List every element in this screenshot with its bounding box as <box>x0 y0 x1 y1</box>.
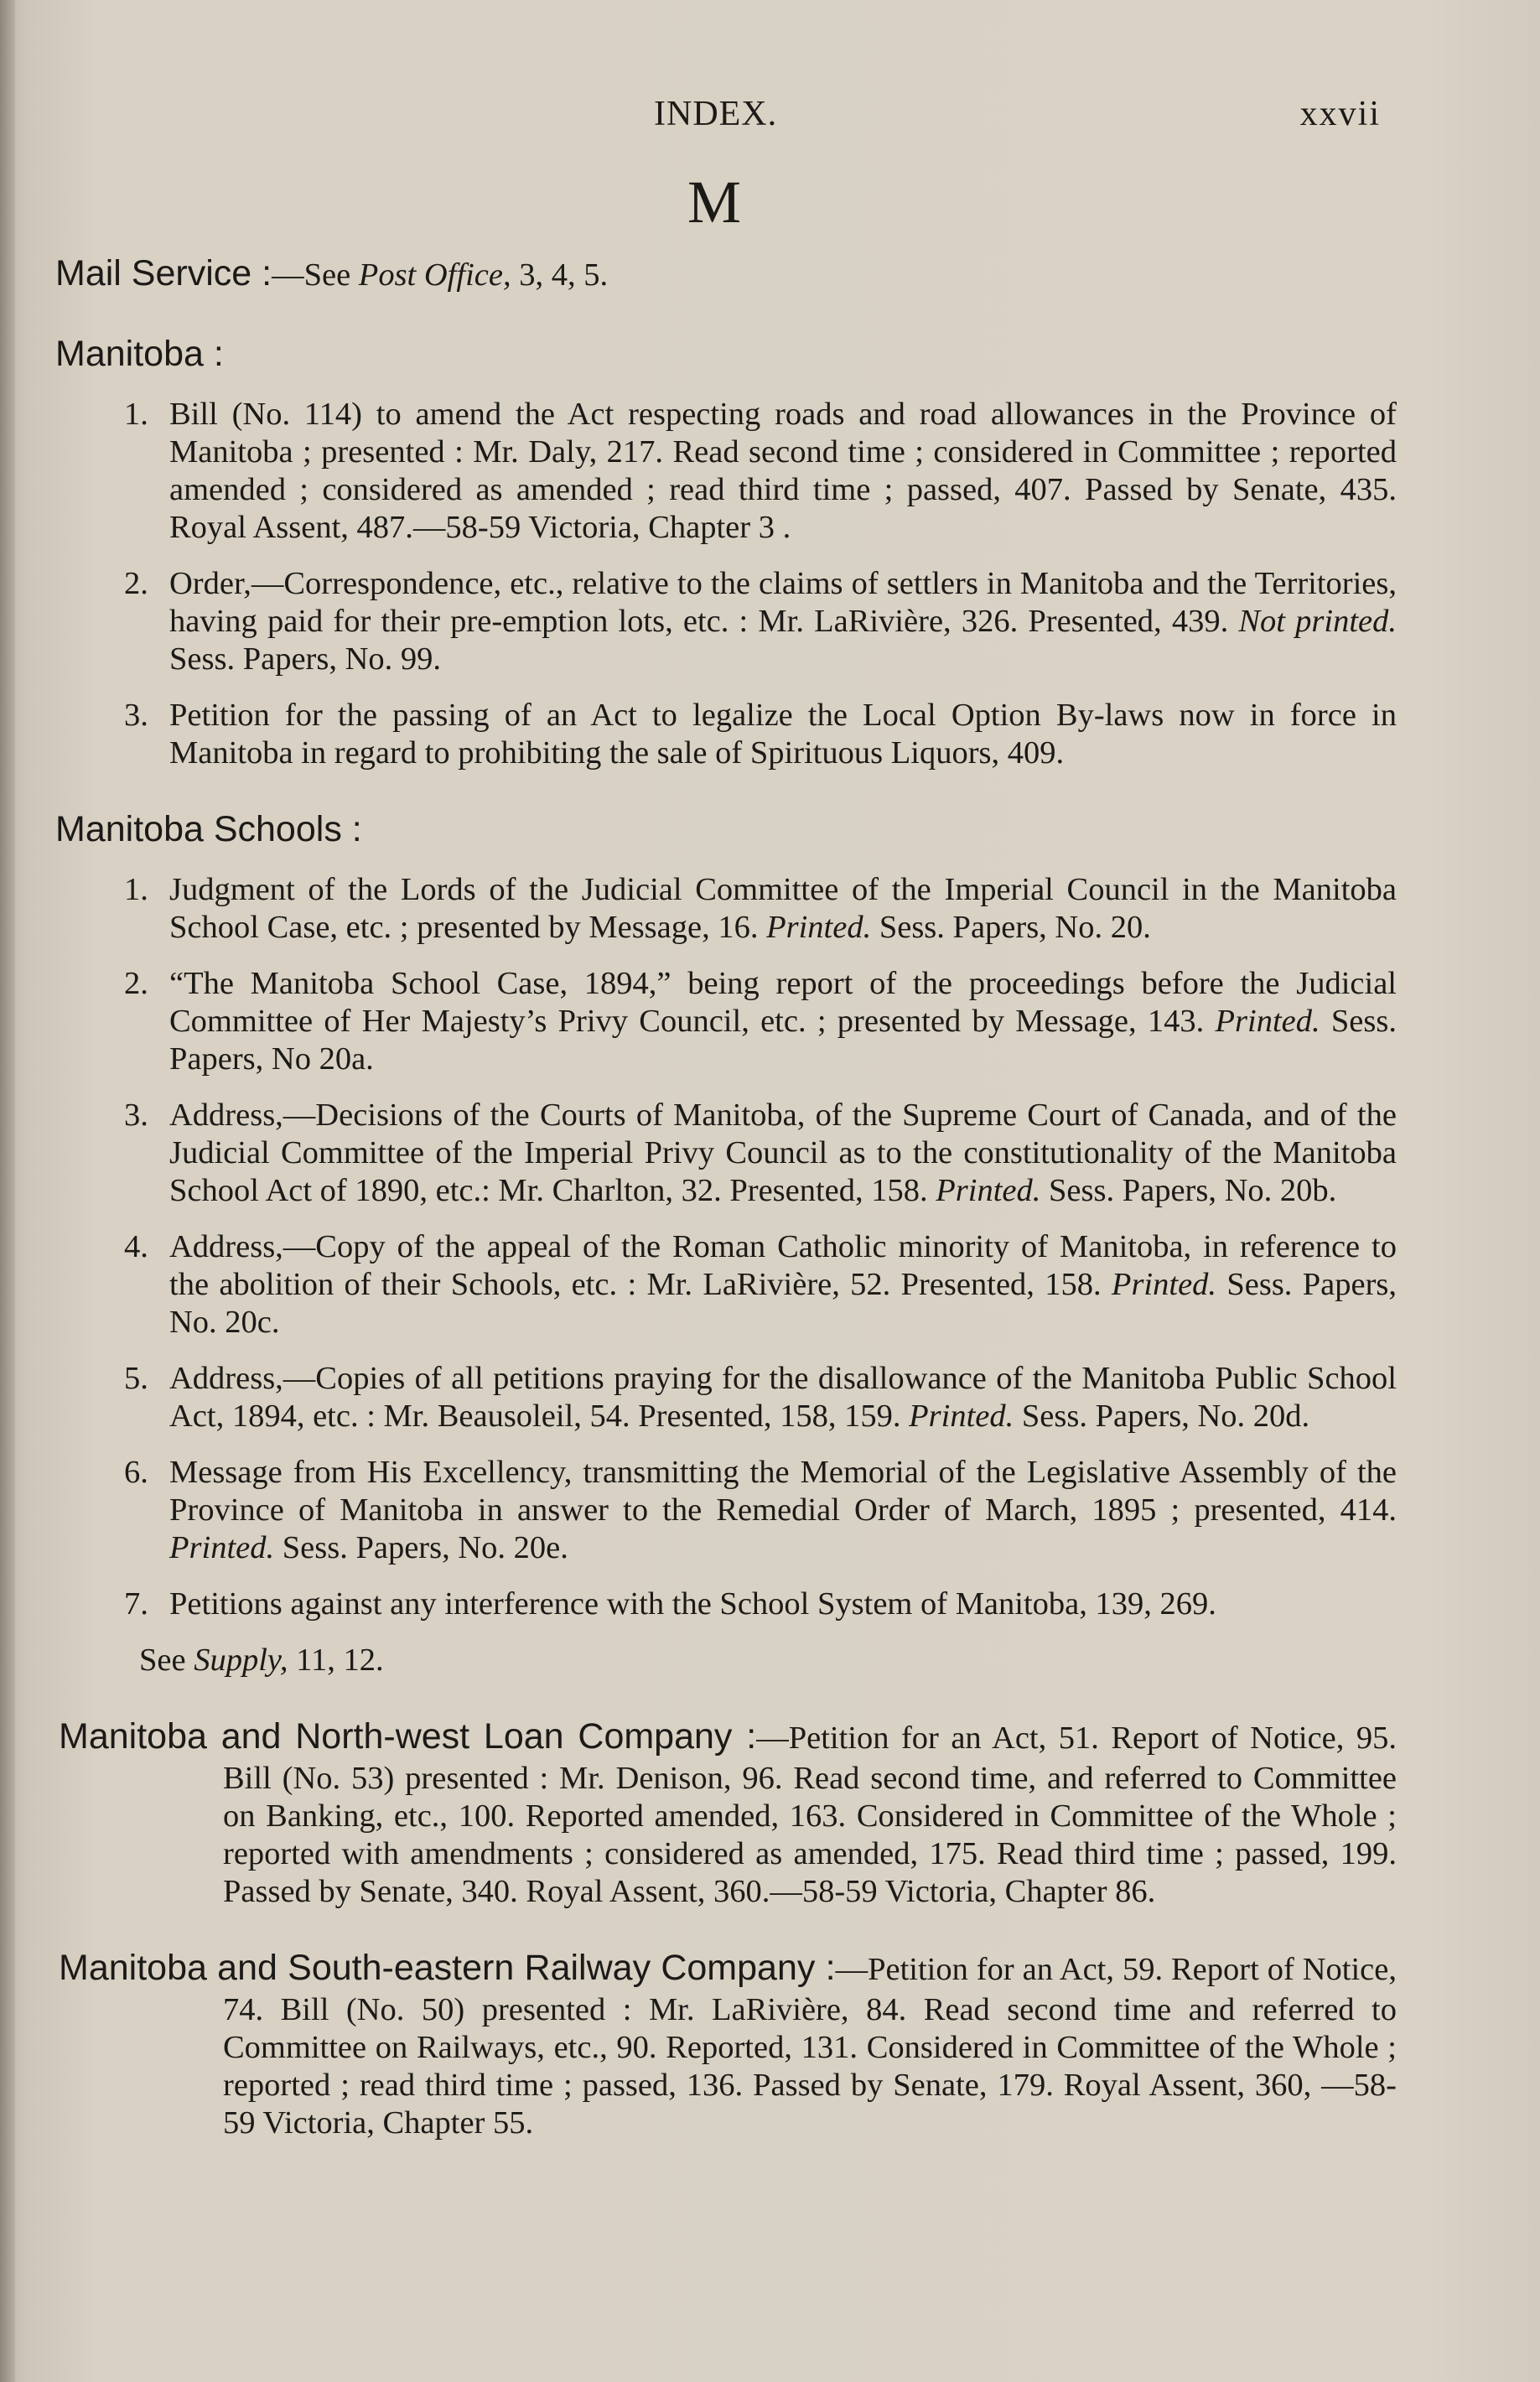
entry-heading: Manitoba and North-west Loan Company : <box>59 1716 757 1757</box>
item-text <box>161 1228 1397 1341</box>
item-number: 6. <box>124 1455 148 1490</box>
entry-text: —See <box>272 257 359 293</box>
item-text: Petitions against any interference with the School System of Manitoba, 139, 269. <box>169 1586 1216 1622</box>
list-item <box>124 565 1397 678</box>
item-text-part: Sess. Papers, No. 20d. <box>1014 1399 1310 1434</box>
item-text <box>161 965 1397 1078</box>
list-item <box>124 697 1397 772</box>
item-number: 3. <box>124 1098 148 1133</box>
item-italic: Printed. <box>1215 1004 1320 1039</box>
entry-heading: Manitoba : <box>55 334 224 374</box>
running-head <box>0 94 1540 144</box>
entry-manitoba <box>55 330 1397 772</box>
entry-heading: Mail Service : <box>55 253 272 293</box>
item-italic: Printed. <box>909 1399 1014 1434</box>
item-number: 3. <box>124 698 148 733</box>
index-entries <box>55 250 1397 2176</box>
item-text <box>161 1097 1397 1210</box>
item-number: 2. <box>124 566 148 601</box>
list-item <box>124 1097 1397 1210</box>
page-title: INDEX. <box>654 95 778 133</box>
see-pages: 11, 12. <box>288 1642 384 1678</box>
item-text-part: Sess. Papers, No. 20e. <box>274 1530 568 1565</box>
item-text-part: Sess. Papers, No. 20. <box>871 910 1151 945</box>
item-text-part: “The Manitoba School Case, 1894,” being report of the proceedings before the Judicial Committee of Her Majesty’s Privy Council, etc. ; presented by Message, 143. <box>169 966 1397 1039</box>
item-text: Bill (No. 114) to amend the Act respecting roads and road allowances in the Province of Manitoba ; presented : Mr. Daly, 217. Read second time ; considered in Committee ; reported amended ; considered as amended ; read third time ; passed, 407. Passed by Senate, 435. Royal Assent, 487.—58-59 Victoria, Chapter 3 . <box>169 397 1397 545</box>
item-text <box>161 1360 1397 1435</box>
item-italic: Not printed. <box>1238 604 1397 639</box>
list-item <box>124 1228 1397 1341</box>
run-in-entry <box>55 1713 1397 1911</box>
item-text-part: Order,—Correspondence, etc., relative to the claims of settlers in Manitoba and the Territories, having paid for their pre-emption lots, etc. : Mr. LaRivière, 326. Presented, 439. <box>169 566 1397 639</box>
item-text-part: Sess. Papers, No. 20c. <box>169 1267 1397 1340</box>
item-number: 1. <box>124 872 148 907</box>
item-text-part: Address,—Copy of the appeal of the Roman Catholic minority of Manitoba, in reference to the abolition of their Schools, etc. : Mr. LaRivière, 52. Presented, 158. <box>169 1229 1397 1302</box>
list-item <box>124 965 1397 1078</box>
item-italic: Printed. <box>1111 1267 1217 1302</box>
run-in-entry <box>55 1944 1397 2142</box>
cross-reference: Supply, <box>194 1642 288 1678</box>
item-text-part: Sess. Papers, No. 20b. <box>1040 1173 1337 1208</box>
sub-item-list <box>55 396 1397 772</box>
sub-item-list <box>55 871 1397 1623</box>
item-text <box>161 1454 1397 1567</box>
entry-mail-service <box>55 250 1397 297</box>
list-item <box>124 1454 1397 1567</box>
list-item <box>124 1585 1397 1623</box>
item-italic: Printed. <box>169 1530 275 1565</box>
section-letter: M <box>687 169 742 236</box>
item-italic: Printed. <box>936 1173 1041 1208</box>
item-number: 2. <box>124 966 148 1001</box>
entry-loan-company <box>55 1713 1397 1911</box>
list-item <box>124 1360 1397 1435</box>
item-number: 1. <box>124 397 148 432</box>
item-text <box>161 871 1397 947</box>
entry-text: 3, 4, 5. <box>511 257 609 293</box>
item-text-part: Sess. Papers, No. 99. <box>169 641 442 677</box>
item-text-part: Sess. Papers, No 20a. <box>169 1004 1397 1077</box>
page-number: xxvii <box>1299 95 1381 133</box>
entry-manitoba-schools <box>55 806 1397 1679</box>
item-number: 5. <box>124 1361 148 1396</box>
entry-railway-company <box>55 1944 1397 2142</box>
entry-heading: Manitoba Schools : <box>55 809 362 849</box>
item-text: Petition for the passing of an Act to legalize the Local Option By-laws now in force in Manitoba in regard to prohibiting the sale of Spirituous Liquors, 409. <box>169 698 1397 771</box>
item-text-part: Address,—Copies of all petitions praying for the disallowance of the Manitoba Public School Act, 1894, etc. : Mr. Beausoleil, 54. Presented, 158, 159. <box>169 1361 1397 1434</box>
list-item <box>124 871 1397 947</box>
item-number: 4. <box>124 1229 148 1264</box>
item-text-part: Judgment of the Lords of the Judicial Committee of the Imperial Council in the Manitoba School Case, etc. ; presented by Message, 16. <box>169 872 1397 945</box>
entry-text: —Petition for an Act, 51. Report of Notice, 95. Bill (No. 53) presented : Mr. Denison, 96. Read second time, and referred to Committee on Banking, etc., 100. Reported amended, 163. Considered in Committee of the Whole ; reported with amendments ; considered as amended, 175. Read third time ; passed, 199. Passed by Senate, 340. Royal Assent, 360.—58-59 Victoria, Chapter 86. <box>223 1720 1397 1909</box>
item-text-part: Address,—Decisions of the Courts of Manitoba, of the Supreme Court of Canada, and of the Judicial Committee of the Imperial Privy Council as to the constitutionality of the Manitoba School Act of 1890, etc.: Mr. Charlton, 32. Presented, 158. <box>169 1098 1397 1208</box>
see-also <box>55 1642 1397 1679</box>
item-text <box>161 565 1397 678</box>
entry-heading: Manitoba and South-eastern Railway Company : <box>59 1948 836 1988</box>
entry-text: —Petition for an Act, 59. Report of Notice, 74. Bill (No. 50) presented : Mr. LaRivière, 84. Read second time and referred to Committee on Railways, etc., 90. Reported, 131. Considered in Committee of the Whole ; reported ; read third time ; passed, 136. Passed by Senate, 179. Royal Assent, 360, —58-59 Victoria, Chapter 55. <box>223 1952 1397 2141</box>
see-label: See <box>139 1642 194 1678</box>
item-italic: Printed. <box>766 910 872 945</box>
cross-reference: Post Office, <box>358 257 511 293</box>
item-text-part: Message from His Excellency, transmitting the Memorial of the Legislative Assembly of the Province of Manitoba in answer to the Remedial Order of March, 1895 ; presented, 414. <box>169 1455 1397 1528</box>
item-number: 7. <box>124 1586 148 1622</box>
list-item <box>124 396 1397 547</box>
book-spine-shadow <box>0 0 15 2382</box>
